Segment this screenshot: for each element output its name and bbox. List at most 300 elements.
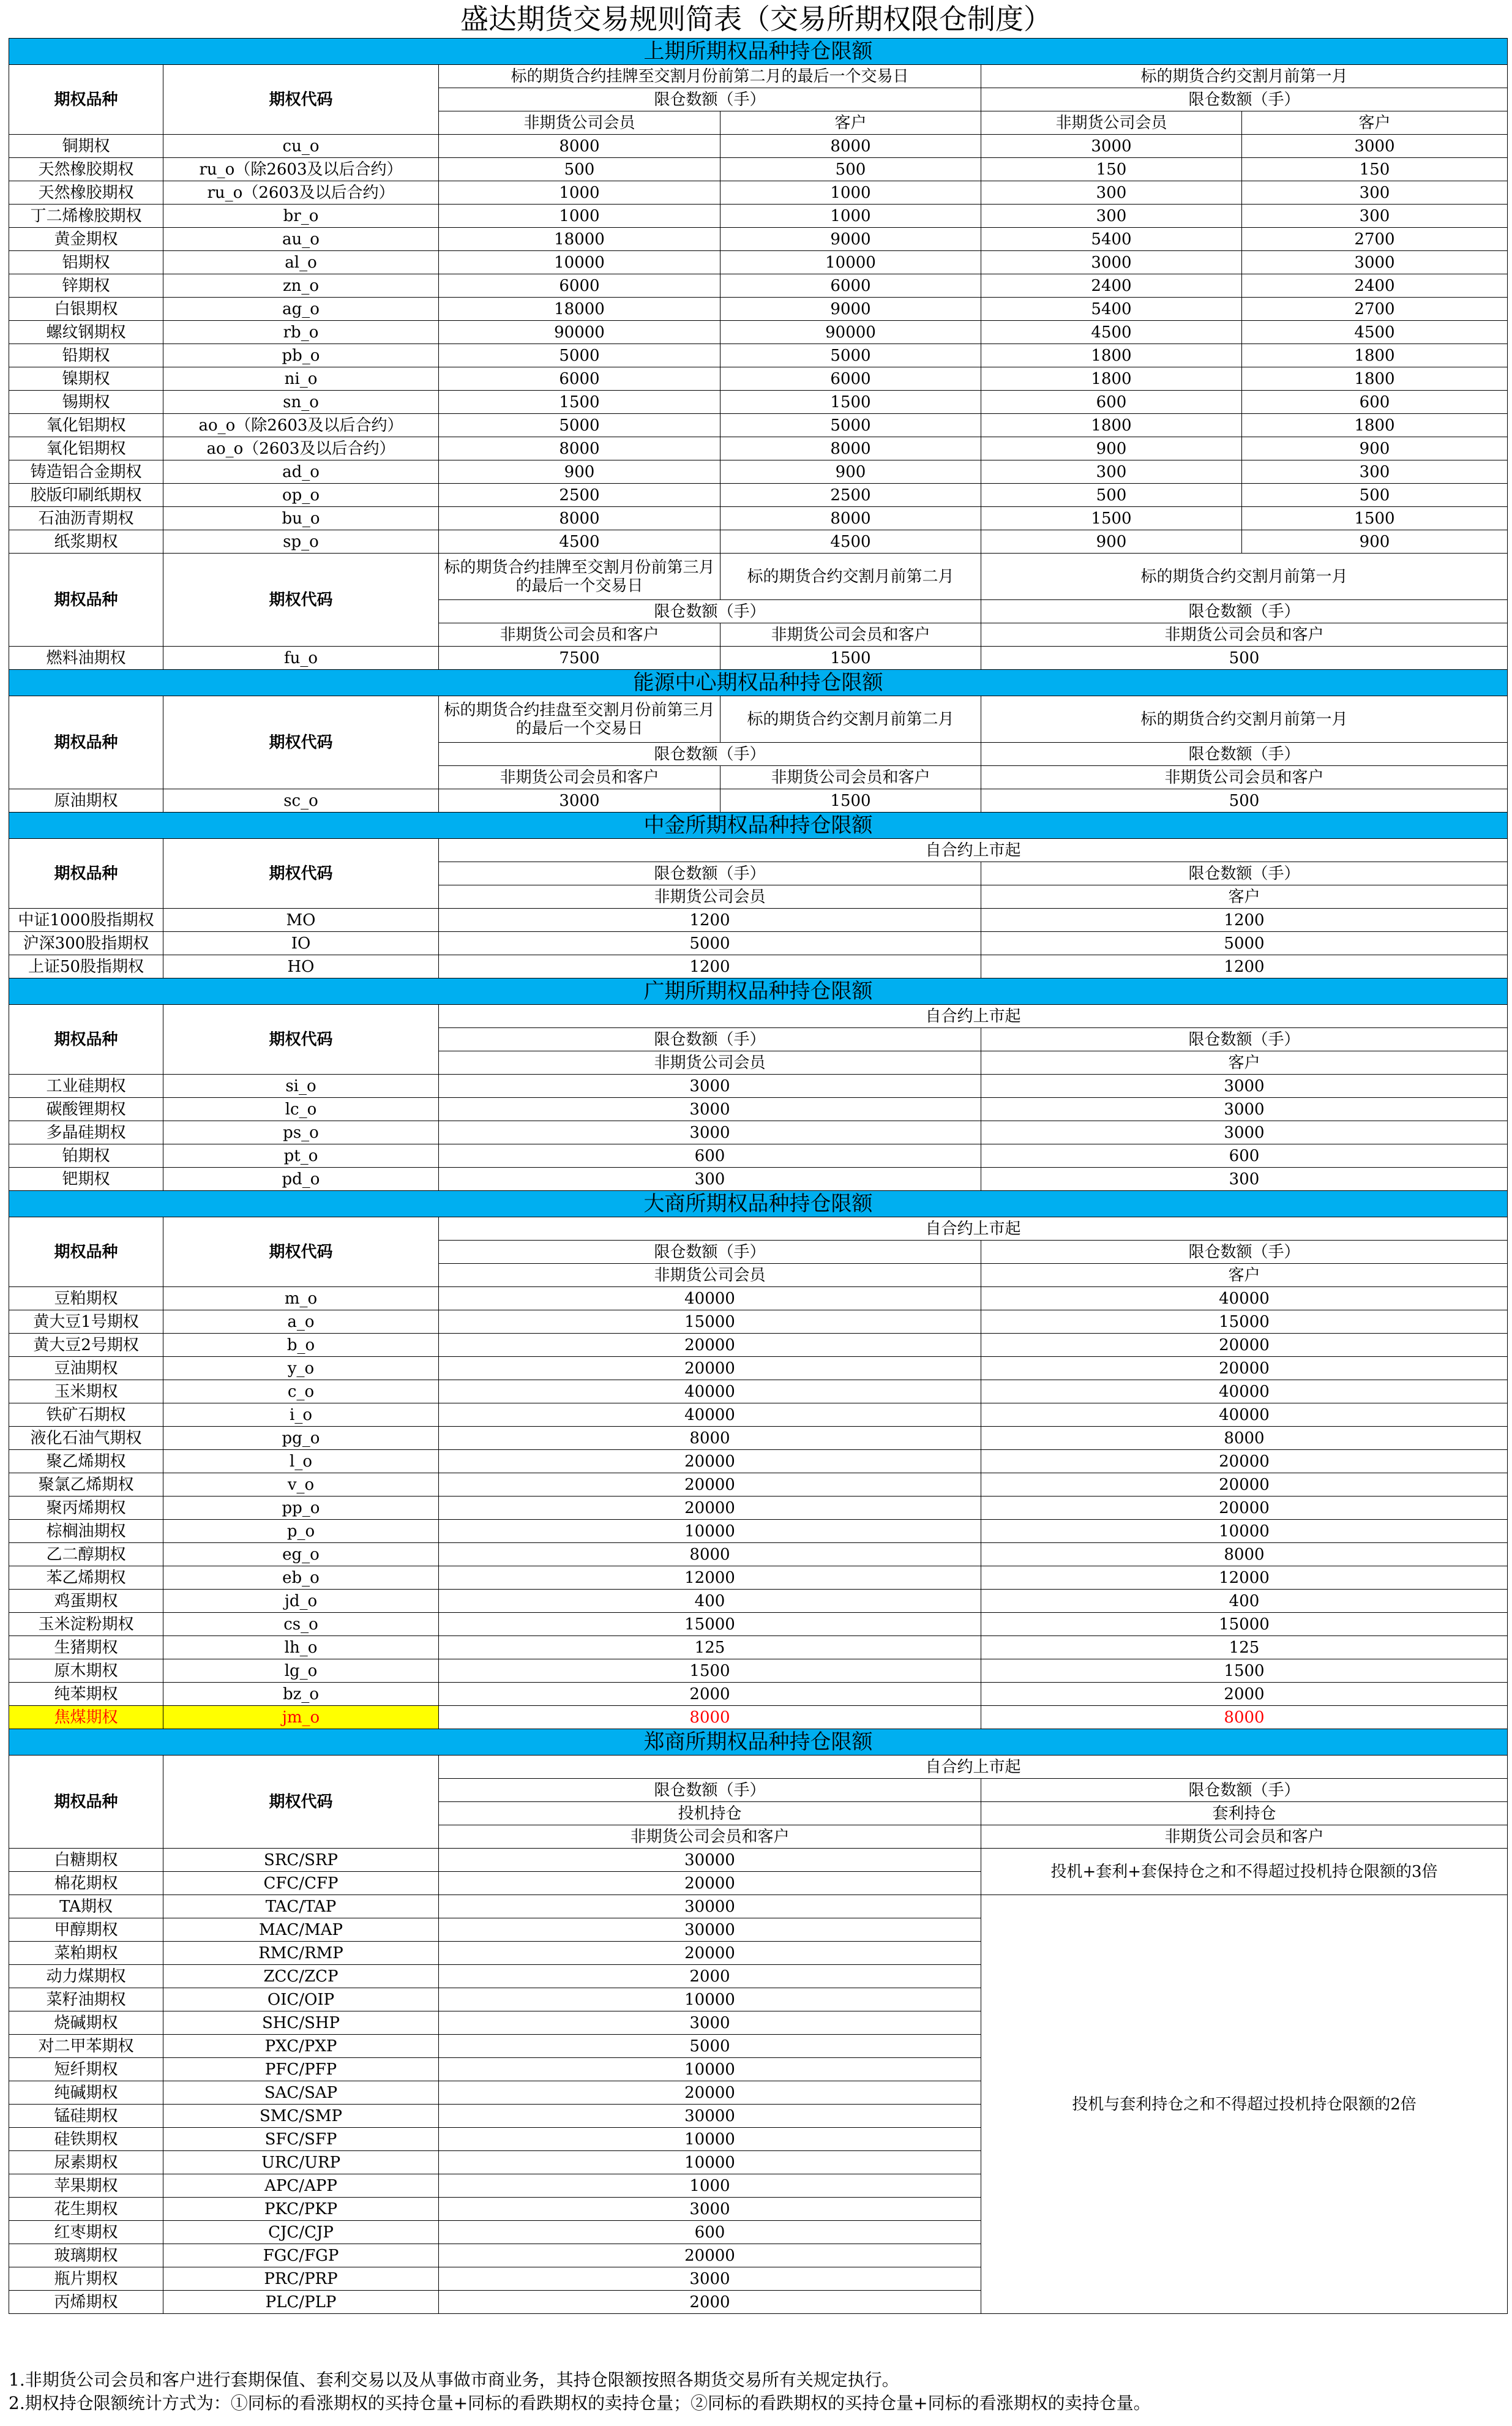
value-cell: 3000 bbox=[439, 1098, 981, 1121]
value-cell: 500 bbox=[981, 789, 1508, 813]
period-header: 标的期货合约交割月前第一月 bbox=[981, 696, 1508, 743]
value-cell: 1000 bbox=[720, 205, 981, 228]
table-row bbox=[9, 1403, 1508, 1427]
value-cell: 1500 bbox=[439, 1659, 981, 1683]
table-row bbox=[9, 1310, 1508, 1334]
variety-cell: 花生期权 bbox=[9, 2198, 163, 2221]
code-cell: rb_o bbox=[163, 321, 439, 344]
code-cell: a_o bbox=[163, 1310, 439, 1334]
value-cell: 2400 bbox=[1242, 274, 1508, 298]
table-row bbox=[9, 484, 1508, 507]
value-cell: 500 bbox=[720, 158, 981, 181]
code-cell: jd_o bbox=[163, 1590, 439, 1613]
value-cell: 1800 bbox=[981, 367, 1242, 391]
table-row bbox=[9, 274, 1508, 298]
variety-cell: 碳酸锂期权 bbox=[9, 1098, 163, 1121]
code-cell: br_o bbox=[163, 205, 439, 228]
period-header: 自合约上市起 bbox=[439, 839, 1508, 862]
value-cell: 40000 bbox=[981, 1287, 1508, 1310]
header-row bbox=[9, 554, 1508, 577]
value-cell: 3000 bbox=[439, 1121, 981, 1144]
variety-cell: 氧化铝期权 bbox=[9, 437, 163, 460]
code-cell: fu_o bbox=[163, 647, 439, 670]
table-row bbox=[9, 1566, 1508, 1590]
col-header-code: 期权代码 bbox=[163, 1756, 439, 1849]
value-cell: 10000 bbox=[720, 251, 981, 274]
value-cell: 8000 bbox=[439, 135, 720, 158]
table-row bbox=[9, 1287, 1508, 1310]
value-cell: 150 bbox=[1242, 158, 1508, 181]
table-row bbox=[9, 1098, 1508, 1121]
value-cell: 300 bbox=[981, 205, 1242, 228]
col-header-variety: 期权品种 bbox=[9, 1005, 163, 1075]
value-cell: 3000 bbox=[1242, 251, 1508, 274]
table-row bbox=[9, 1334, 1508, 1357]
variety-cell: 沪深300股指期权 bbox=[9, 932, 163, 955]
code-cell: eb_o bbox=[163, 1566, 439, 1590]
variety-cell: 纯苯期权 bbox=[9, 1683, 163, 1706]
value-cell: 6000 bbox=[439, 367, 720, 391]
table-row bbox=[9, 1659, 1508, 1683]
code-cell: ao_o（2603及以后合约） bbox=[163, 437, 439, 460]
value-cell: 1500 bbox=[720, 789, 981, 813]
variety-cell: 短纤期权 bbox=[9, 2058, 163, 2081]
value-cell: 8000 bbox=[439, 507, 720, 530]
value-cell: 40000 bbox=[439, 1380, 981, 1403]
table-row bbox=[9, 1450, 1508, 1473]
variety-cell: 螺纹钢期权 bbox=[9, 321, 163, 344]
variety-cell: 玉米淀粉期权 bbox=[9, 1613, 163, 1636]
col-header-variety: 期权品种 bbox=[9, 1217, 163, 1287]
value-cell: 6000 bbox=[720, 367, 981, 391]
variety-cell: 液化石油气期权 bbox=[9, 1427, 163, 1450]
code-cell: CFC/CFP bbox=[163, 1872, 439, 1895]
value-cell: 20000 bbox=[439, 1357, 981, 1380]
code-cell: si_o bbox=[163, 1075, 439, 1098]
value-cell: 15000 bbox=[439, 1310, 981, 1334]
code-cell: MO bbox=[163, 909, 439, 932]
value-cell: 20000 bbox=[439, 1872, 981, 1895]
value-cell: 300 bbox=[981, 1168, 1508, 1191]
sub-header: 非期货公司会员 bbox=[439, 111, 720, 135]
code-cell: FGC/FGP bbox=[163, 2244, 439, 2267]
code-cell: pd_o bbox=[163, 1168, 439, 1191]
value-cell: 18000 bbox=[439, 298, 720, 321]
table-row bbox=[9, 1590, 1508, 1613]
code-cell: APC/APP bbox=[163, 2174, 439, 2198]
variety-cell: 聚丙烯期权 bbox=[9, 1497, 163, 1520]
value-cell: 125 bbox=[439, 1636, 981, 1659]
value-cell: 500 bbox=[981, 647, 1508, 670]
value-cell: 12000 bbox=[439, 1566, 981, 1590]
code-cell: pg_o bbox=[163, 1427, 439, 1450]
value-cell: 1800 bbox=[1242, 344, 1508, 367]
value-cell: 3000 bbox=[439, 2198, 981, 2221]
table-row bbox=[9, 437, 1508, 460]
table-row bbox=[9, 1168, 1508, 1191]
value-cell: 300 bbox=[1242, 205, 1508, 228]
table-row bbox=[9, 1683, 1508, 1706]
code-cell: TAC/TAP bbox=[163, 1895, 439, 1918]
code-cell: pt_o bbox=[163, 1144, 439, 1168]
header-row bbox=[9, 65, 1508, 88]
variety-cell: 氧化铝期权 bbox=[9, 414, 163, 437]
sub-header: 非期货公司会员和客户 bbox=[720, 623, 981, 647]
variety-cell: 丁二烯橡胶期权 bbox=[9, 205, 163, 228]
table-row bbox=[9, 298, 1508, 321]
value-cell: 20000 bbox=[439, 2244, 981, 2267]
code-cell: cs_o bbox=[163, 1613, 439, 1636]
table-row bbox=[9, 181, 1508, 205]
value-cell: 90000 bbox=[439, 321, 720, 344]
sub-header: 非期货公司会员和客户 bbox=[439, 623, 720, 647]
code-cell: ni_o bbox=[163, 367, 439, 391]
variety-cell: 聚乙烯期权 bbox=[9, 1450, 163, 1473]
code-cell: PKC/PKP bbox=[163, 2198, 439, 2221]
value-cell: 1800 bbox=[981, 414, 1242, 437]
value-cell: 30000 bbox=[439, 1918, 981, 1942]
sub-header: 非期货公司会员 bbox=[439, 1051, 981, 1075]
value-cell: 500 bbox=[1242, 484, 1508, 507]
variety-cell: 纯碱期权 bbox=[9, 2081, 163, 2105]
value-cell: 1500 bbox=[981, 507, 1242, 530]
variety-cell: 原木期权 bbox=[9, 1659, 163, 1683]
limit-header: 限仓数额（手） bbox=[439, 1779, 981, 1802]
variety-cell: 铝期权 bbox=[9, 251, 163, 274]
sub-header: 客户 bbox=[720, 111, 981, 135]
variety-cell: 苯乙烯期权 bbox=[9, 1566, 163, 1590]
value-cell: 6000 bbox=[720, 274, 981, 298]
variety-cell: 棉花期权 bbox=[9, 1872, 163, 1895]
code-cell: ru_o（除2603及以后合约） bbox=[163, 158, 439, 181]
value-cell: 20000 bbox=[439, 1334, 981, 1357]
value-cell: 4500 bbox=[439, 530, 720, 554]
value-cell: 300 bbox=[439, 1168, 981, 1191]
table-row bbox=[9, 344, 1508, 367]
col-header-code: 期权代码 bbox=[163, 839, 439, 909]
value-cell: 40000 bbox=[439, 1403, 981, 1427]
footnote: 2.期权持仓限额统计方式为：①同标的看涨期权的买持仓量+同标的看跌期权的卖持仓量；②同标的看跌期权的买持仓量+同标的看涨期权的卖持仓量。 bbox=[9, 2393, 1151, 2413]
variety-cell: 丙烯期权 bbox=[9, 2291, 163, 2314]
limit-header: 限仓数额（手） bbox=[981, 1028, 1508, 1051]
period-header: 标的期货合约交割月前第二月 bbox=[720, 696, 981, 743]
arbitrage-rule-note: 投机与套利持仓之和不得超过投机持仓限额的2倍 bbox=[981, 1895, 1508, 2314]
table-row bbox=[9, 647, 1508, 670]
table-row bbox=[9, 530, 1508, 554]
limit-header: 限仓数额（手） bbox=[439, 862, 981, 885]
variety-cell: 中证1000股指期权 bbox=[9, 909, 163, 932]
table-row bbox=[9, 228, 1508, 251]
section-title: 上期所期权品种持仓限额 bbox=[9, 39, 1508, 65]
value-cell: 1200 bbox=[981, 955, 1508, 978]
value-cell: 3000 bbox=[1242, 135, 1508, 158]
table-row bbox=[9, 1497, 1508, 1520]
value-cell: 1200 bbox=[439, 955, 981, 978]
header-row bbox=[9, 1005, 1508, 1028]
value-cell: 1000 bbox=[720, 181, 981, 205]
period-header: 自合约上市起 bbox=[439, 1217, 1508, 1241]
variety-cell: TA期权 bbox=[9, 1895, 163, 1918]
variety-cell: 乙二醇期权 bbox=[9, 1543, 163, 1566]
variety-cell: 硅铁期权 bbox=[9, 2128, 163, 2151]
value-cell: 20000 bbox=[439, 1942, 981, 1965]
code-cell: lh_o bbox=[163, 1636, 439, 1659]
header-row bbox=[9, 1756, 1508, 1779]
limit-header: 限仓数额（手） bbox=[439, 600, 981, 623]
value-cell: 1000 bbox=[439, 181, 720, 205]
table-row bbox=[9, 158, 1508, 181]
value-cell: 600 bbox=[981, 1144, 1508, 1168]
section-title: 广期所期权品种持仓限额 bbox=[9, 978, 1508, 1005]
variety-cell: 铂期权 bbox=[9, 1144, 163, 1168]
variety-cell: 黄大豆1号期权 bbox=[9, 1310, 163, 1334]
value-cell: 5000 bbox=[439, 344, 720, 367]
code-cell: y_o bbox=[163, 1357, 439, 1380]
value-cell: 500 bbox=[439, 158, 720, 181]
code-cell: eg_o bbox=[163, 1543, 439, 1566]
variety-cell: 铜期权 bbox=[9, 135, 163, 158]
code-cell: sp_o bbox=[163, 530, 439, 554]
value-cell: 1000 bbox=[439, 2174, 981, 2198]
value-cell: 20000 bbox=[981, 1473, 1508, 1497]
variety-cell: 对二甲苯期权 bbox=[9, 2035, 163, 2058]
value-cell: 900 bbox=[439, 460, 720, 484]
variety-cell: 聚氯乙烯期权 bbox=[9, 1473, 163, 1497]
sub-header: 客户 bbox=[1242, 111, 1508, 135]
footnote: 1.非期货公司会员和客户进行套期保值、套利交易以及从事做市商业务，其持仓限额按照各期货交易所有关规定执行。 bbox=[9, 2370, 899, 2390]
section-title: 郑商所期权品种持仓限额 bbox=[9, 1729, 1508, 1756]
value-cell: 2700 bbox=[1242, 228, 1508, 251]
value-cell: 18000 bbox=[439, 228, 720, 251]
variety-cell: 天然橡胶期权 bbox=[9, 158, 163, 181]
value-cell: 10000 bbox=[439, 251, 720, 274]
value-cell: 600 bbox=[981, 391, 1242, 414]
value-cell: 20000 bbox=[981, 1497, 1508, 1520]
table-row bbox=[9, 1357, 1508, 1380]
period-header: 标的期货合约挂牌至交割月份前第三月的最后一个交易日 bbox=[439, 554, 720, 600]
value-cell: 1500 bbox=[439, 391, 720, 414]
code-cell: SAC/SAP bbox=[163, 2081, 439, 2105]
table-row bbox=[9, 507, 1508, 530]
table-row bbox=[9, 460, 1508, 484]
code-cell: HO bbox=[163, 955, 439, 978]
value-cell: 40000 bbox=[981, 1403, 1508, 1427]
code-cell: ps_o bbox=[163, 1121, 439, 1144]
variety-cell: 锡期权 bbox=[9, 391, 163, 414]
table-row bbox=[9, 1520, 1508, 1543]
value-cell: 1500 bbox=[1242, 507, 1508, 530]
value-cell: 20000 bbox=[439, 1450, 981, 1473]
code-cell: SFC/SFP bbox=[163, 2128, 439, 2151]
value-cell: 500 bbox=[981, 484, 1242, 507]
value-cell: 20000 bbox=[439, 2081, 981, 2105]
code-cell: PRC/PRP bbox=[163, 2267, 439, 2291]
code-cell: ad_o bbox=[163, 460, 439, 484]
value-cell: 3000 bbox=[981, 251, 1242, 274]
period-header: 标的期货合约挂牌至交割月份前第二月的最后一个交易日 bbox=[439, 65, 981, 88]
code-cell: ru_o（2603及以后合约） bbox=[163, 181, 439, 205]
value-cell: 600 bbox=[439, 2221, 981, 2244]
value-cell: 600 bbox=[1242, 391, 1508, 414]
value-cell: 30000 bbox=[439, 1895, 981, 1918]
value-cell: 20000 bbox=[439, 1473, 981, 1497]
variety-cell: 多晶硅期权 bbox=[9, 1121, 163, 1144]
value-cell: 2500 bbox=[439, 484, 720, 507]
sub-header: 客户 bbox=[981, 1051, 1508, 1075]
code-cell: PXC/PXP bbox=[163, 2035, 439, 2058]
col-header-code: 期权代码 bbox=[163, 696, 439, 789]
value-cell: 3000 bbox=[439, 789, 720, 813]
speculation-header: 投机持仓 bbox=[439, 1802, 981, 1825]
value-cell: 1000 bbox=[439, 205, 720, 228]
variety-cell: 白银期权 bbox=[9, 298, 163, 321]
code-cell: sc_o bbox=[163, 789, 439, 813]
code-cell: RMC/RMP bbox=[163, 1942, 439, 1965]
variety-cell: 燃料油期权 bbox=[9, 647, 163, 670]
value-cell: 125 bbox=[981, 1636, 1508, 1659]
code-cell: al_o bbox=[163, 251, 439, 274]
variety-cell: 尿素期权 bbox=[9, 2151, 163, 2174]
table-row bbox=[9, 414, 1508, 437]
table-row bbox=[9, 391, 1508, 414]
value-cell: 4500 bbox=[981, 321, 1242, 344]
value-cell: 8000 bbox=[720, 507, 981, 530]
value-cell: 1500 bbox=[981, 1659, 1508, 1683]
sub-header: 非期货公司会员 bbox=[439, 885, 981, 909]
table-row bbox=[9, 955, 1508, 978]
value-cell: 5400 bbox=[981, 228, 1242, 251]
code-cell: pb_o bbox=[163, 344, 439, 367]
value-cell: 1800 bbox=[1242, 367, 1508, 391]
value-cell: 5000 bbox=[720, 414, 981, 437]
section-ine bbox=[9, 670, 1508, 696]
code-cell: ZCC/ZCP bbox=[163, 1965, 439, 1988]
value-cell: 5000 bbox=[439, 932, 981, 955]
table-row bbox=[9, 932, 1508, 955]
code-cell: bu_o bbox=[163, 507, 439, 530]
code-cell: IO bbox=[163, 932, 439, 955]
value-cell: 5400 bbox=[981, 298, 1242, 321]
table-row bbox=[9, 321, 1508, 344]
col-header-variety: 期权品种 bbox=[9, 554, 163, 647]
code-cell: PLC/PLP bbox=[163, 2291, 439, 2314]
limit-header: 限仓数额（手） bbox=[981, 743, 1508, 766]
header-row bbox=[9, 696, 1508, 719]
limit-header: 限仓数额（手） bbox=[981, 1779, 1508, 1802]
value-cell: 1500 bbox=[720, 647, 981, 670]
variety-cell: 瓶片期权 bbox=[9, 2267, 163, 2291]
value-cell: 3000 bbox=[439, 2011, 981, 2035]
value-cell: 300 bbox=[981, 181, 1242, 205]
value-cell: 15000 bbox=[981, 1613, 1508, 1636]
table-row bbox=[9, 1543, 1508, 1566]
value-cell: 10000 bbox=[981, 1520, 1508, 1543]
variety-cell: 铸造铝合金期权 bbox=[9, 460, 163, 484]
value-cell: 8000 bbox=[981, 1543, 1508, 1566]
code-cell: OIC/OIP bbox=[163, 1988, 439, 2011]
value-cell: 1800 bbox=[1242, 414, 1508, 437]
code-cell: lc_o bbox=[163, 1098, 439, 1121]
period-header: 标的期货合约交割月前第一月 bbox=[981, 554, 1508, 600]
variety-cell: 锌期权 bbox=[9, 274, 163, 298]
code-cell: m_o bbox=[163, 1287, 439, 1310]
table-row bbox=[9, 367, 1508, 391]
value-cell: 1800 bbox=[981, 344, 1242, 367]
code-cell: SHC/SHP bbox=[163, 2011, 439, 2035]
sub-header: 非期货公司会员和客户 bbox=[981, 1825, 1508, 1849]
period-header: 自合约上市起 bbox=[439, 1005, 1508, 1028]
code-cell: b_o bbox=[163, 1334, 439, 1357]
value-cell: 300 bbox=[981, 460, 1242, 484]
value-cell: 8000 bbox=[981, 1706, 1508, 1729]
period-header: 标的期货合约交割月前第一月 bbox=[981, 65, 1508, 88]
value-cell: 10000 bbox=[439, 2151, 981, 2174]
value-cell: 150 bbox=[981, 158, 1242, 181]
sub-header: 非期货公司会员 bbox=[439, 1264, 981, 1287]
limit-header: 限仓数额（手） bbox=[981, 862, 1508, 885]
arbitrage-rule-note: 投机+套利+套保持仓之和不得超过投机持仓限额的3倍 bbox=[981, 1849, 1508, 1895]
page-title: 盛达期货交易规则简表（交易所期权限仓制度） bbox=[460, 2, 1052, 36]
value-cell: 10000 bbox=[439, 1520, 981, 1543]
code-cell: ag_o bbox=[163, 298, 439, 321]
value-cell: 90000 bbox=[720, 321, 981, 344]
value-cell: 900 bbox=[981, 530, 1242, 554]
sub-header: 非期货公司会员和客户 bbox=[981, 766, 1508, 789]
code-cell: PFC/PFP bbox=[163, 2058, 439, 2081]
value-cell: 3000 bbox=[981, 135, 1242, 158]
value-cell: 2000 bbox=[981, 1683, 1508, 1706]
code-cell: c_o bbox=[163, 1380, 439, 1403]
section-gfex bbox=[9, 978, 1508, 1005]
col-header-variety: 期权品种 bbox=[9, 65, 163, 135]
variety-cell: 黄金期权 bbox=[9, 228, 163, 251]
variety-cell: 胶版印刷纸期权 bbox=[9, 484, 163, 507]
variety-cell: 铁矿石期权 bbox=[9, 1403, 163, 1427]
value-cell: 400 bbox=[439, 1590, 981, 1613]
value-cell: 4500 bbox=[720, 530, 981, 554]
col-header-variety: 期权品种 bbox=[9, 1756, 163, 1849]
section-dce bbox=[9, 1191, 1508, 1217]
value-cell: 900 bbox=[1242, 530, 1508, 554]
sub-header: 客户 bbox=[981, 885, 1508, 909]
value-cell: 40000 bbox=[439, 1287, 981, 1310]
variety-cell: 苹果期权 bbox=[9, 2174, 163, 2198]
code-cell: v_o bbox=[163, 1473, 439, 1497]
value-cell: 8000 bbox=[439, 1706, 981, 1729]
section-title: 中金所期权品种持仓限额 bbox=[9, 813, 1508, 839]
value-cell: 400 bbox=[981, 1590, 1508, 1613]
value-cell: 1500 bbox=[720, 391, 981, 414]
variety-cell: 锰硅期权 bbox=[9, 2105, 163, 2128]
value-cell: 30000 bbox=[439, 1849, 981, 1872]
value-cell: 8000 bbox=[439, 1427, 981, 1450]
value-cell: 5000 bbox=[720, 344, 981, 367]
code-cell: CJC/CJP bbox=[163, 2221, 439, 2244]
header-row bbox=[9, 839, 1508, 862]
variety-cell: 纸浆期权 bbox=[9, 530, 163, 554]
variety-cell: 甲醇期权 bbox=[9, 1918, 163, 1942]
table-row bbox=[9, 205, 1508, 228]
value-cell: 1200 bbox=[439, 909, 981, 932]
value-cell: 8000 bbox=[720, 437, 981, 460]
code-cell: zn_o bbox=[163, 274, 439, 298]
value-cell: 1200 bbox=[981, 909, 1508, 932]
code-cell: SRC/SRP bbox=[163, 1849, 439, 1872]
col-header-variety: 期权品种 bbox=[9, 696, 163, 789]
limit-header: 限仓数额（手） bbox=[439, 1241, 981, 1264]
value-cell: 10000 bbox=[439, 1988, 981, 2011]
col-header-code: 期权代码 bbox=[163, 65, 439, 135]
